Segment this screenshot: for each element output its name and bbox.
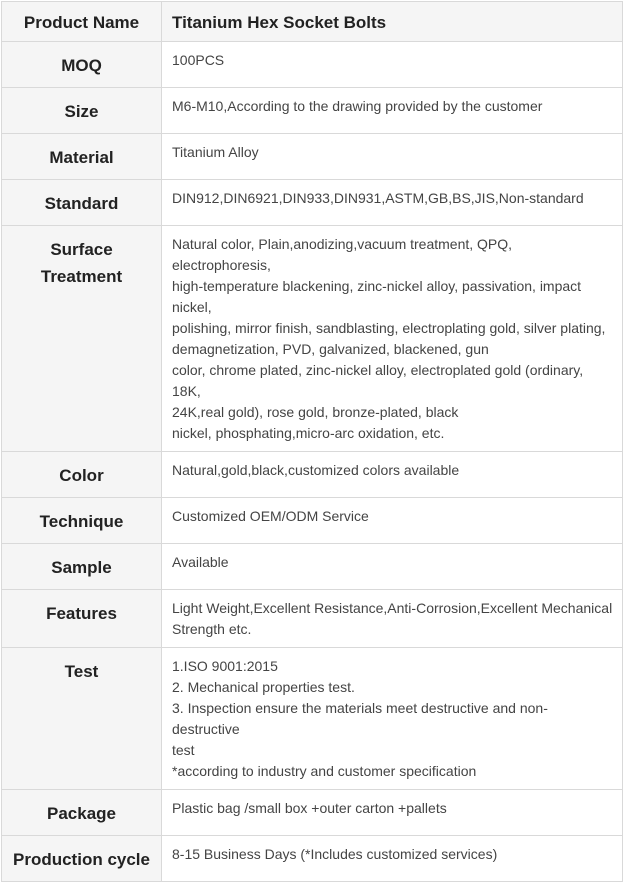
spec-value bbox=[162, 226, 623, 452]
spec-value-line: 100PCS bbox=[172, 52, 225, 68]
product-name-value: Titanium Hex Socket Bolts bbox=[162, 2, 623, 42]
spec-value bbox=[162, 544, 623, 590]
spec-row-features bbox=[2, 590, 623, 648]
spec-value-line: Plastic bag /small box +outer carton +pallets bbox=[172, 800, 447, 816]
spec-label: Production cycle bbox=[2, 836, 162, 882]
spec-row-package bbox=[2, 790, 623, 836]
spec-value bbox=[162, 134, 623, 180]
spec-value bbox=[162, 180, 623, 226]
spec-label: Size bbox=[2, 88, 162, 134]
spec-row-test bbox=[2, 648, 623, 790]
spec-value-line: *according to industry and customer specification bbox=[172, 763, 477, 779]
spec-row-surface-treatment bbox=[2, 226, 623, 452]
spec-value-line: 24K,real gold), rose gold, bronze-plated, black bbox=[172, 404, 459, 420]
spec-value-line: 3. Inspection ensure the materials meet destructive and non-destructive bbox=[172, 700, 548, 737]
spec-label: Technique bbox=[2, 498, 162, 544]
spec-value bbox=[162, 88, 623, 134]
spec-value-line: Customized OEM/ODM Service bbox=[172, 508, 369, 524]
spec-value bbox=[162, 498, 623, 544]
spec-row-sample bbox=[2, 544, 623, 590]
spec-label-line: Surface bbox=[50, 240, 113, 259]
spec-label bbox=[2, 226, 162, 452]
spec-row-size bbox=[2, 88, 623, 134]
spec-row-color bbox=[2, 452, 623, 498]
product-spec-table bbox=[1, 1, 623, 882]
spec-value-line: nickel, phosphating,micro-arc oxidation, etc. bbox=[172, 425, 445, 441]
spec-label: Product Name bbox=[2, 2, 162, 42]
spec-value-line: 2. Mechanical properties test. bbox=[172, 679, 355, 695]
spec-row-standard bbox=[2, 180, 623, 226]
spec-label: Sample bbox=[2, 544, 162, 590]
spec-label-line: Treatment bbox=[40, 267, 123, 286]
spec-label: Color bbox=[2, 452, 162, 498]
spec-value-line: color, chrome plated, zinc-nickel alloy, electroplated gold (ordinary, 18K, bbox=[172, 362, 584, 399]
spec-value-line: Strength etc. bbox=[172, 621, 252, 637]
spec-value-line: demagnetization, PVD, galvanized, blackened, gun bbox=[172, 341, 489, 357]
spec-value bbox=[162, 42, 623, 88]
spec-value-line: 8-15 Business Days (*Includes customized services) bbox=[172, 846, 498, 862]
spec-value bbox=[162, 590, 623, 648]
spec-value bbox=[162, 836, 623, 882]
spec-label: Package bbox=[2, 790, 162, 836]
spec-row-material bbox=[2, 134, 623, 180]
spec-row-moq bbox=[2, 42, 623, 88]
spec-value-line: Titanium Alloy bbox=[172, 144, 259, 160]
spec-row-technique bbox=[2, 498, 623, 544]
spec-row-production-cycle bbox=[2, 836, 623, 882]
spec-label: Material bbox=[2, 134, 162, 180]
spec-value-line: Light Weight,Excellent Resistance,Anti-Corrosion,Excellent Mechanical bbox=[172, 600, 613, 616]
spec-value-line: polishing, mirror finish, sandblasting, electroplating gold, silver plating, bbox=[172, 320, 606, 336]
spec-value bbox=[162, 790, 623, 836]
spec-value-line: Natural,gold,black,customized colors available bbox=[172, 462, 460, 478]
spec-label: MOQ bbox=[2, 42, 162, 88]
spec-value bbox=[162, 452, 623, 498]
spec-row-product-name bbox=[2, 2, 623, 42]
spec-value bbox=[162, 648, 623, 790]
spec-value-line: test bbox=[172, 742, 195, 758]
spec-value-line: 1.ISO 9001:2015 bbox=[172, 658, 278, 674]
spec-value-line: Available bbox=[172, 554, 229, 570]
spec-value-line: Natural color, Plain,anodizing,vacuum treatment, QPQ, electrophoresis, bbox=[172, 236, 513, 273]
spec-label: Standard bbox=[2, 180, 162, 226]
spec-value-line: M6-M10,According to the drawing provided by the customer bbox=[172, 98, 543, 114]
spec-label: Features bbox=[2, 590, 162, 648]
spec-label: Test bbox=[2, 648, 162, 790]
spec-value-line: high-temperature blackening, zinc-nickel alloy, passivation, impact nickel, bbox=[172, 278, 582, 315]
spec-value-line: DIN912,DIN6921,DIN933,DIN931,ASTM,GB,BS,JIS,Non-standard bbox=[172, 190, 584, 206]
